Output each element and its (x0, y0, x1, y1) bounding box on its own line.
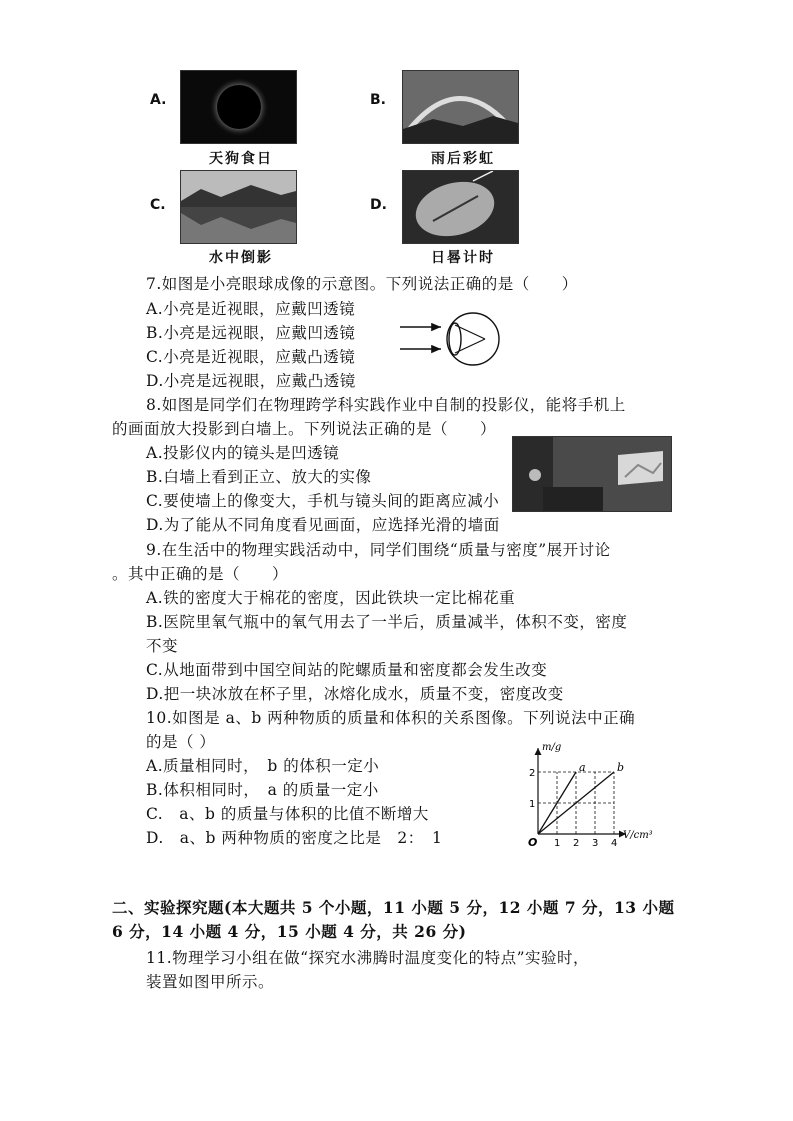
option-letter-d: D. (370, 197, 387, 213)
q11-stem-line2: 装置如图甲所示。 (146, 973, 275, 991)
q9-option-b-cont: 不变 (146, 637, 179, 655)
q10-option-d: D. a、b 两种物质的密度之比是 2： 1 (146, 829, 443, 847)
q8-option-d: D.为了能从不同角度看见画面，应选择光滑的墙面 (146, 516, 500, 534)
projector-photo (512, 436, 672, 512)
q9-option-c: C.从地面带到中国空间站的陀螺质量和密度都会发生改变 (146, 661, 548, 679)
q11-stem-line1: 11.物理学习小组在做“探究水沸腾时温度变化的特点”实验时， (146, 949, 590, 967)
caption-c: 水中倒影 (209, 250, 273, 266)
q7-option-b: B.小亮是远视眼，应戴凹透镜 (146, 324, 356, 342)
q10-option-c: C. a、b 的质量与体积的比值不断增大 (146, 805, 429, 823)
caption-a: 天狗食日 (209, 151, 273, 167)
x-tick-label: 3 (592, 838, 599, 849)
option-letter-c: C. (150, 197, 166, 213)
origin-label: O (528, 836, 538, 849)
q8-option-c: C.要使墙上的像变大，手机与镜头间的距离应减小 (146, 492, 500, 510)
q8-stem-line1: 8.如图是同学们在物理跨学科实践作业中自制的投影仪，能将手机上 (146, 396, 626, 414)
q7-stem: 7.如图是小亮眼球成像的示意图。下列说法正确的是（ ） (146, 275, 578, 293)
mass-volume-chart (520, 738, 660, 850)
q8-option-a: A.投影仪内的镜头是凹透镜 (146, 444, 340, 462)
q10-option-b: B.体积相同时， a 的质量一定小 (146, 781, 379, 799)
x-tick-label: 4 (611, 838, 618, 849)
caption-d: 日晷计时 (431, 250, 495, 266)
section2-heading-line2: 6 分，14 小题 4 分，15 小题 4 分，共 26 分) (112, 922, 467, 941)
x-tick-label: 1 (554, 838, 561, 849)
q10-stem-line2: 的是（ ） (146, 733, 216, 751)
y-axis-label: m/g (542, 742, 562, 753)
q9-option-d: D.把一块冰放在杯子里，冰熔化成水，质量不变，密度改变 (146, 685, 564, 703)
section2-heading-line1: 二、实验探究题(本大题共 5 个小题，11 小题 5 分，12 小题 7 分，13 小题 (112, 898, 675, 917)
solar-eclipse-photo (180, 70, 297, 144)
sundial-photo (402, 170, 519, 244)
option-letter-a: A. (150, 92, 167, 108)
x-tick-label: 2 (573, 838, 580, 849)
q8-stem-line2: 的画面放大投影到白墙上。下列说法正确的是（ ） (112, 420, 497, 438)
q10-stem-line1: 10.如图是 a、b 两种物质的质量和体积的关系图像。下列说法中正确 (146, 709, 636, 727)
series-label-b: b (617, 761, 625, 774)
option-letter-b: B. (370, 92, 386, 108)
y-tick-label: 2 (529, 768, 536, 779)
water-reflection-photo (180, 170, 297, 244)
q8-option-b: B.白墙上看到正立、放大的实像 (146, 468, 372, 486)
q9-option-b: B.医院里氧气瓶中的氧气用去了一半后，质量减半，体积不变，密度 (146, 613, 628, 631)
eyeball-diagram (395, 312, 507, 368)
q9-stem-line1: 9.在生活中的物理实践活动中，同学们围绕“质量与密度”展开讨论 (146, 541, 611, 559)
y-tick-label: 1 (529, 799, 536, 810)
rainbow-photo (402, 70, 519, 144)
caption-b: 雨后彩虹 (431, 151, 495, 167)
x-axis-label: V/cm³ (623, 830, 653, 841)
q7-option-c: C.小亮是近视眼，应戴凸透镜 (146, 348, 356, 366)
series-label-a: a (579, 761, 586, 774)
q9-stem-line2: 。其中正确的是（ ） (112, 565, 289, 583)
q10-option-a: A.质量相同时， b 的体积一定小 (146, 757, 380, 775)
q7-option-a: A.小亮是近视眼，应戴凹透镜 (146, 300, 356, 318)
q9-option-a: A.铁的密度大于棉花的密度，因此铁块一定比棉花重 (146, 589, 516, 607)
q7-option-d: D.小亮是远视眼，应戴凸透镜 (146, 372, 356, 390)
